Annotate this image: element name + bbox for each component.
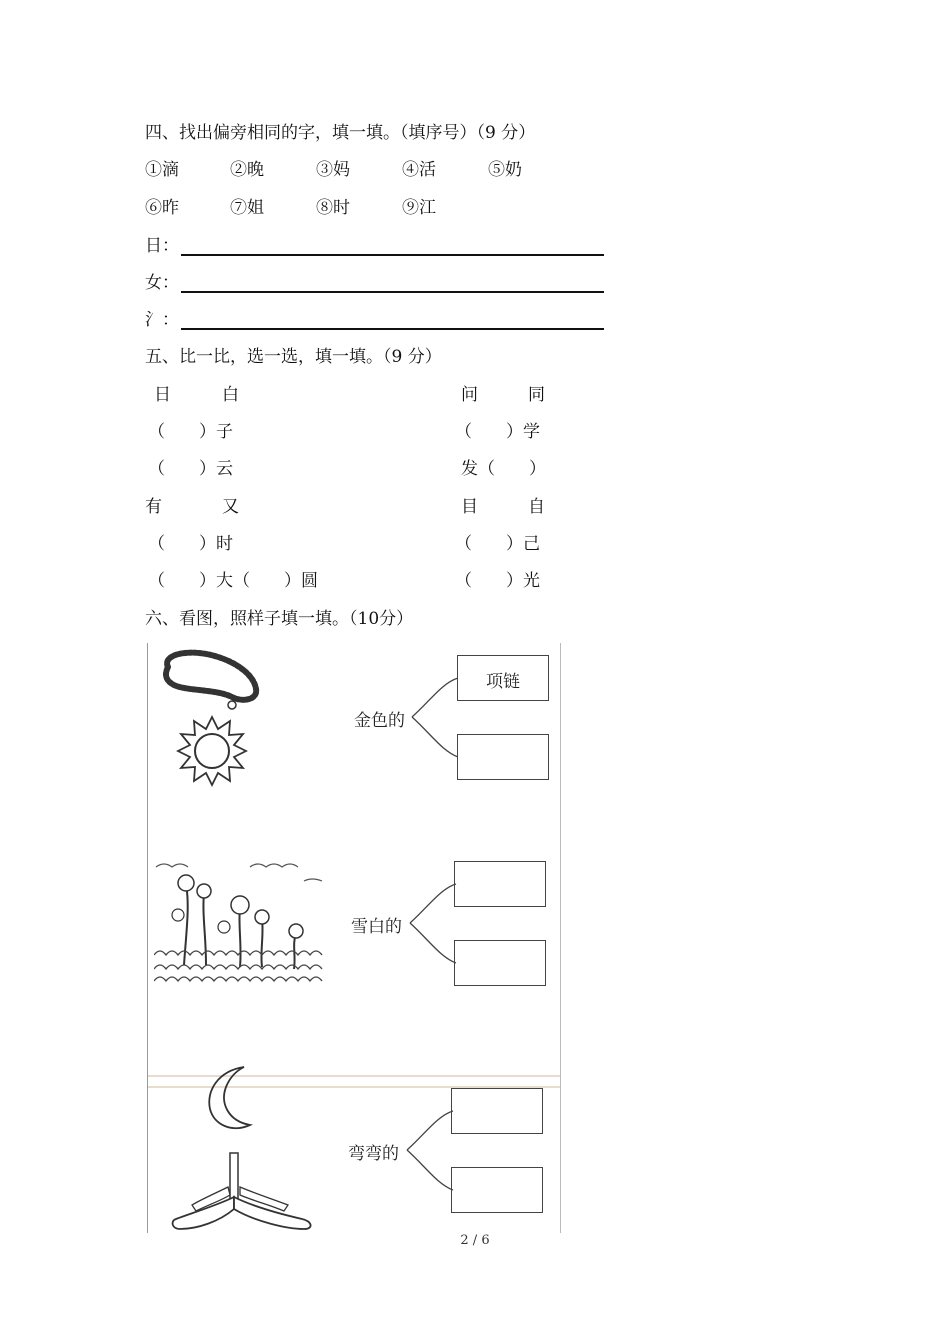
answer-box[interactable] [451, 1167, 543, 1213]
compare-char: 又 [222, 497, 239, 517]
sun-icon [176, 715, 248, 787]
answer-line-sun[interactable] [181, 254, 604, 256]
section5-title: 五、比一比，选一选，填一填。（9 分） [145, 347, 442, 367]
char-option: ⑤奶 [488, 160, 522, 180]
char-option: ②晚 [230, 160, 264, 180]
char-option: ⑦姐 [230, 198, 264, 218]
fill-blank[interactable]: （ ）学 [455, 422, 540, 442]
adjective-label: 弯弯的 [348, 1144, 399, 1164]
page-number: 2 / 6 [460, 1233, 490, 1248]
answer-box[interactable] [454, 861, 546, 907]
answer-box[interactable] [451, 1088, 543, 1134]
char-option: ④活 [402, 160, 436, 180]
char-option: ①滴 [145, 160, 179, 180]
fill-blank[interactable]: （ ）大（ ）圆 [148, 571, 318, 591]
answer-line-female[interactable] [181, 291, 604, 293]
boat-icon [168, 1149, 318, 1233]
char-option: ⑧时 [316, 198, 350, 218]
fill-blank[interactable]: （ ）己 [455, 534, 540, 554]
compare-char: 日 [154, 385, 171, 405]
answer-line-water[interactable] [181, 328, 604, 330]
radical-label-sun: 日： [145, 236, 179, 256]
adjective-label: 金色的 [354, 711, 405, 731]
compare-char: 问 [461, 385, 478, 405]
picture-exercise [147, 643, 561, 1233]
cotton-field-icon [154, 855, 326, 987]
answer-box[interactable] [457, 655, 549, 701]
radical-label-water: 氵： [145, 310, 179, 330]
fill-blank[interactable]: （ ）子 [148, 422, 233, 442]
connector-lines [403, 1106, 455, 1196]
connector-lines [408, 673, 460, 763]
answer-box[interactable] [457, 734, 549, 780]
crescent-moon-icon [204, 1063, 254, 1133]
fill-blank[interactable]: （ ）光 [455, 571, 540, 591]
radical-label-female: 女： [145, 273, 179, 293]
connector-lines [406, 879, 458, 969]
adjective-label: 雪白的 [351, 917, 402, 937]
fill-blank[interactable]: 发（ ） [461, 459, 546, 479]
compare-char: 有 [145, 497, 162, 517]
necklace-icon [156, 647, 266, 717]
compare-char: 目 [461, 497, 478, 517]
fill-blank[interactable]: （ ）时 [148, 534, 233, 554]
section6-title: 六、看图，照样子填一填。（10分） [145, 609, 414, 629]
answer-box[interactable] [454, 940, 546, 986]
compare-char: 白 [222, 385, 239, 405]
char-option: ⑥昨 [145, 198, 179, 218]
section4-title: 四、找出偏旁相同的字，填一填。（填序号）（9 分） [145, 123, 536, 143]
char-option: ③妈 [316, 160, 350, 180]
char-option: ⑨江 [402, 198, 436, 218]
example-word: 项链 [486, 672, 520, 692]
compare-char: 自 [528, 497, 545, 517]
compare-char: 同 [528, 385, 545, 405]
fill-blank[interactable]: （ ）云 [148, 459, 233, 479]
